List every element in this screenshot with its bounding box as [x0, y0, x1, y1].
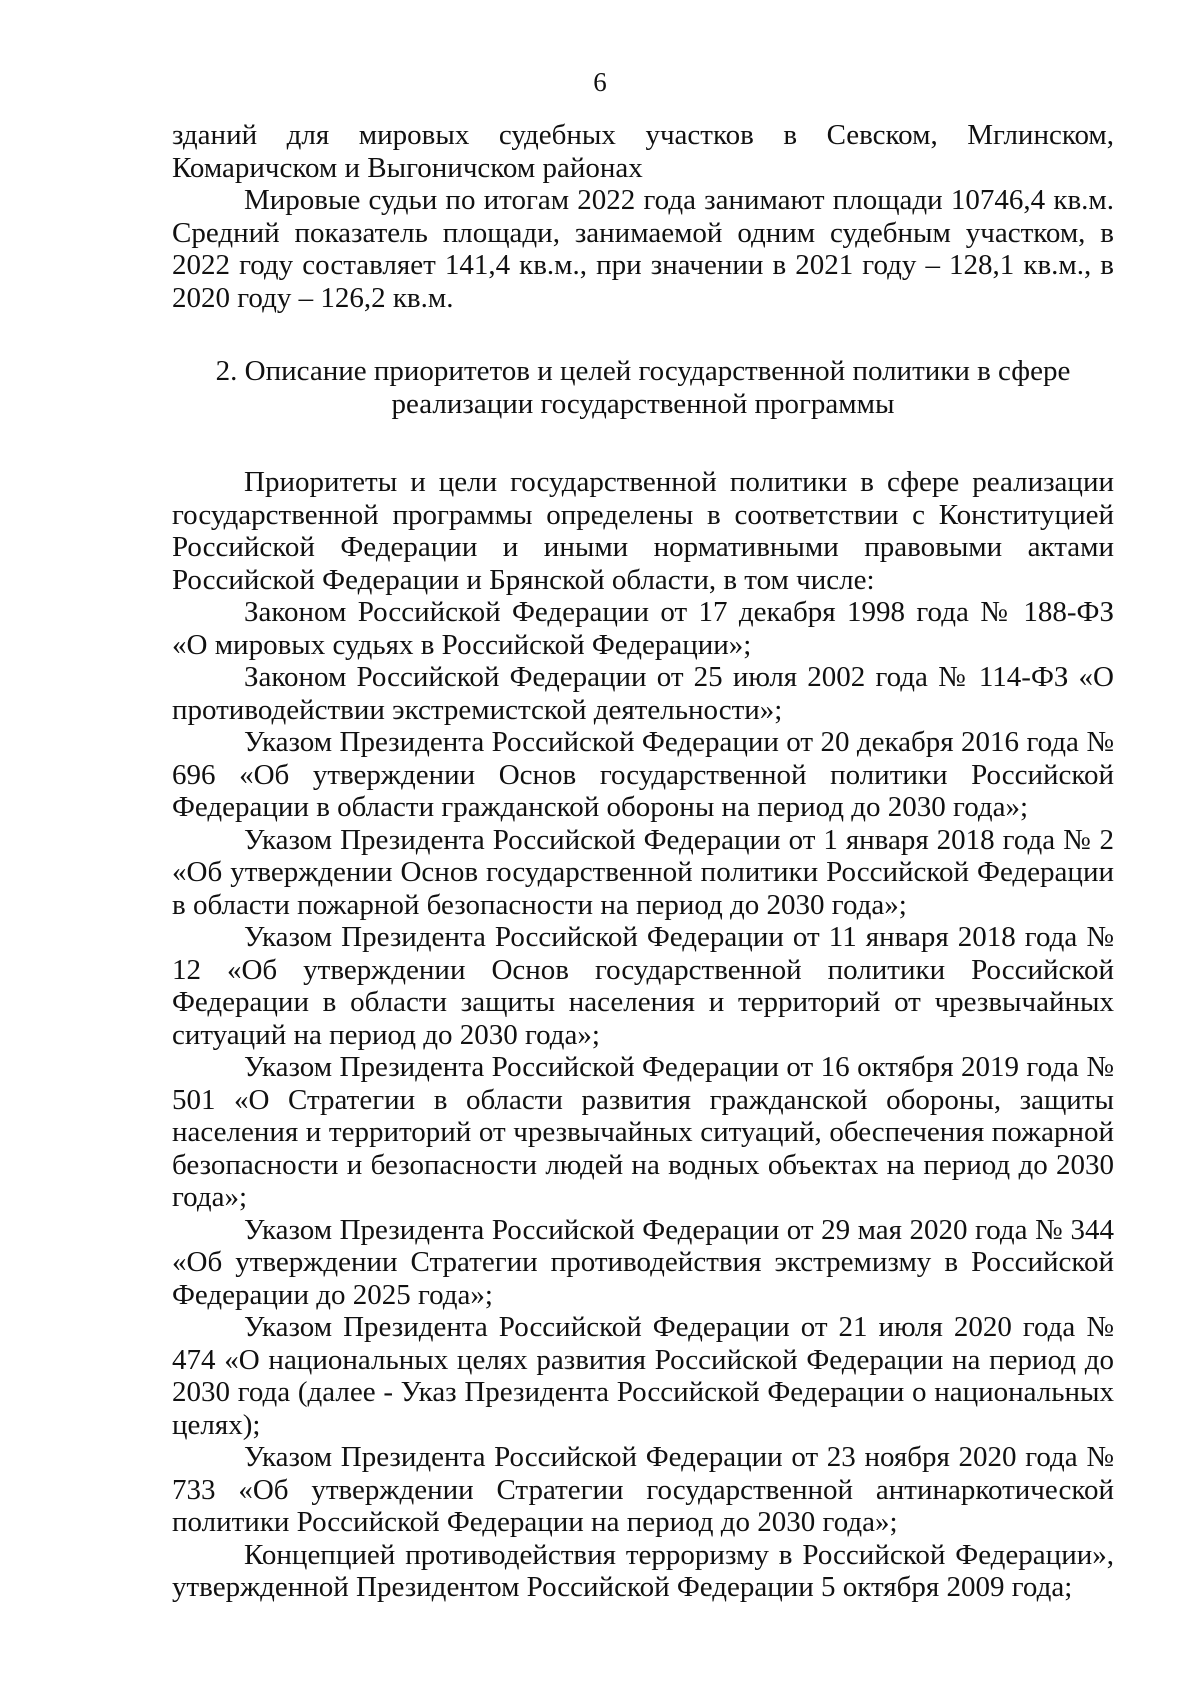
- paragraph-decree-344: Указом Президента Российской Федерации от 29 мая 2020 года № 344 «Об утверждении Стратегии противодействия экстремизму в Российской Федерации до 2025 года»;: [172, 1213, 1114, 1311]
- section-heading-line-1: 2. Описание приоритетов и целей государственной политики в сфере: [215, 355, 1071, 387]
- paragraph-law-188fz: Законом Российской Федерации от 17 декабря 1998 года № 188-ФЗ «О мировых судьях в Российской Федерации»;: [172, 596, 1114, 661]
- paragraph-decree-474: Указом Президента Российской Федерации от 21 июля 2020 года № 474 «О национальных целях развития Российской Федерации на период до 2030 года (далее - Указ Президента Российской Федерации о национальных целях);: [172, 1311, 1114, 1441]
- paragraph-decree-2: Указом Президента Российской Федерации от 1 января 2018 года № 2 «Об утверждении Основ государственной политики Российской Федерации в области пожарной безопасности на период до 2030 года»;: [172, 823, 1114, 921]
- page-number: 6: [593, 67, 607, 97]
- paragraph-area-stats: Мировые судьи по итогам 2022 года занимают площади 10746,4 кв.м. Средний показатель площади, занимаемой одним судебным участком, в 2022 году составляет 141,4 кв.м., при значении в 2021 году – 128,1 кв.м., в 2020 году – 126,2 кв.м.: [172, 184, 1114, 314]
- spacer: [172, 420, 1114, 466]
- document-body: [172, 119, 1114, 1604]
- paragraph-law-114fz: Законом Российской Федерации от 25 июля 2002 года № 114-ФЗ «О противодействии экстремистской деятельности»;: [172, 661, 1114, 726]
- paragraph-decree-501: Указом Президента Российской Федерации от 16 октября 2019 года № 501 «О Стратегии в области развития гражданской обороны, защиты населения и территорий от чрезвычайных ситуаций, обеспечения пожарной безопасности и безопасности людей на водных объектах на период до 2030 года»;: [172, 1051, 1114, 1213]
- section-heading: [172, 355, 1114, 420]
- paragraph-decree-733: Указом Президента Российской Федерации от 23 ноября 2020 года № 733 «Об утверждении Стратегии государственной антинаркотической политики Российской Федерации на период до 2030 года»;: [172, 1441, 1114, 1538]
- spacer: [172, 314, 1114, 355]
- paragraph-continuation: зданий для мировых судебных участков в Севском, Мглинском, Комаричском и Выгоничском районах: [172, 119, 1114, 184]
- paragraph-decree-696: Указом Президента Российской Федерации от 20 декабря 2016 года № 696 «Об утверждении Основ государственной политики Российской Федерации в области гражданской обороны на период до 2030 года»;: [172, 726, 1114, 823]
- paragraph-counter-terrorism-concept: Концепцией противодействия терроризму в Российской Федерации», утвержденной Президентом Российской Федерации 5 октября 2009 года;: [172, 1538, 1114, 1603]
- paragraph-priorities-intro: Приоритеты и цели государственной политики в сфере реализации государственной программы определены в соответствии с Конституцией Российской Федерации и иными нормативными правовыми актами Российской Федерации и Брянской области, в том числе:: [172, 466, 1114, 596]
- paragraph-decree-12: Указом Президента Российской Федерации от 11 января 2018 года № 12 «Об утверждении Основ государственной политики Российской Федерации в области защиты населения и территорий от чрезвычайных ситуаций на период до 2030 года»;: [172, 921, 1114, 1051]
- section-heading-line-2: реализации государственной программы: [391, 387, 895, 420]
